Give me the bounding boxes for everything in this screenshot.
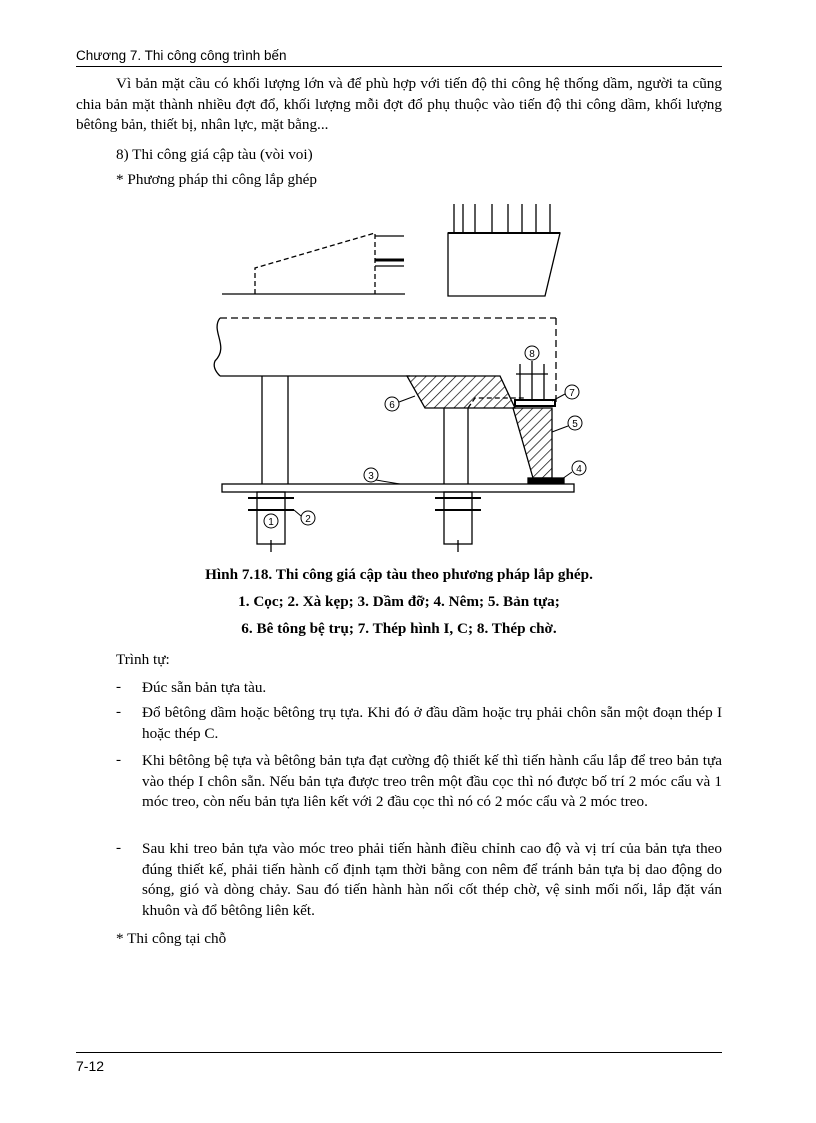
figure-7-18: [200, 196, 600, 556]
callout-2: 2: [305, 514, 311, 525]
bullet-dash: -: [116, 678, 122, 695]
sequence-label: Trình tự:: [116, 651, 170, 668]
bullet-dash: -: [116, 839, 122, 856]
callout-3: 3: [368, 471, 374, 482]
step-2: Đổ bêtông dầm hoặc bêtông trụ tựa. Khi đó ở đầu dầm hoặc trụ phải chôn sẵn một đoạn thép I hoặc thép C.: [142, 704, 722, 742]
method-assembly-heading: * Phương pháp thi công lắp ghép: [116, 171, 318, 188]
figure-caption-legend-1: 1. Cọc; 2. Xà kẹp; 3. Dầm đỡ; 4. Nêm; 5. Bản tựa;: [238, 593, 560, 610]
callout-8: 8: [529, 349, 535, 360]
step-1: Đúc sẵn bản tựa tàu.: [142, 679, 267, 696]
footer-rule: [76, 1052, 722, 1053]
callout-7: 7: [569, 388, 575, 399]
precast-panel-sketch: [222, 233, 405, 294]
bullet-dash: -: [116, 751, 122, 768]
bullet-dash: -: [116, 703, 122, 720]
intro-paragraph: Vì bản mặt cầu có khối lượng lớn và để phù hợp với tiến độ thi công hệ thống dầm, người ta cũng chia bản mặt thành nhiều đợt đổ, khối lượng mỗi đợt đổ phụ thuộc vào tiến độ thi công dầm, khối lượng bêtông bản, thiết bị, nhân lực, mặt bằng...: [76, 75, 722, 133]
callout-1: 1: [268, 517, 274, 528]
step-4: Sau khi treo bản tựa vào móc treo phải tiến hành điều chỉnh cao độ và vị trí của bản tựa theo đúng thiết kế, phải tiến hành cố định tạm thời bằng con nêm để tránh bản tựa bị dao động do sóng, gió và dòng chảy. Sau đó tiến hành hàn nối cốt thép chờ, vệ sinh mối nối, lắp đặt ván khuôn và đổ bêtông liên kết.: [142, 840, 722, 919]
page-number: 7-12: [76, 1058, 105, 1074]
callout-6: 6: [389, 400, 395, 411]
pile-cap-sketch: [448, 204, 560, 296]
callout-5: 5: [572, 419, 578, 430]
figure-caption-legend-2: 6. Bê tông bệ trụ; 7. Thép hình I, C; 8. Thép chờ.: [241, 620, 557, 637]
chapter-header: Chương 7. Thi công công trình bến: [76, 48, 287, 63]
callout-4: 4: [576, 464, 582, 475]
section-8-heading: 8) Thi công giá cập tàu (vòi voi): [116, 146, 313, 163]
step-3: Khi bêtông bệ tựa và bêtông bản tựa đạt cường độ thiết kế thì tiến hành cẩu lắp để treo bản tựa vào thép I chôn sẵn. Nếu bản tựa được treo trên một đầu cọc thì nó được bố trí 2 móc cẩu và 1 móc treo, còn nếu bản tựa liên kết với 2 đầu cọc thì nó có 2 móc cẩu và 2 móc treo.: [142, 752, 722, 810]
method-in-situ-heading: * Thi công tại chỗ: [116, 930, 227, 947]
figure-caption-title: Hình 7.18. Thi công giá cập tàu theo phương pháp lắp ghép.: [205, 566, 593, 583]
header-rule: [76, 66, 722, 67]
